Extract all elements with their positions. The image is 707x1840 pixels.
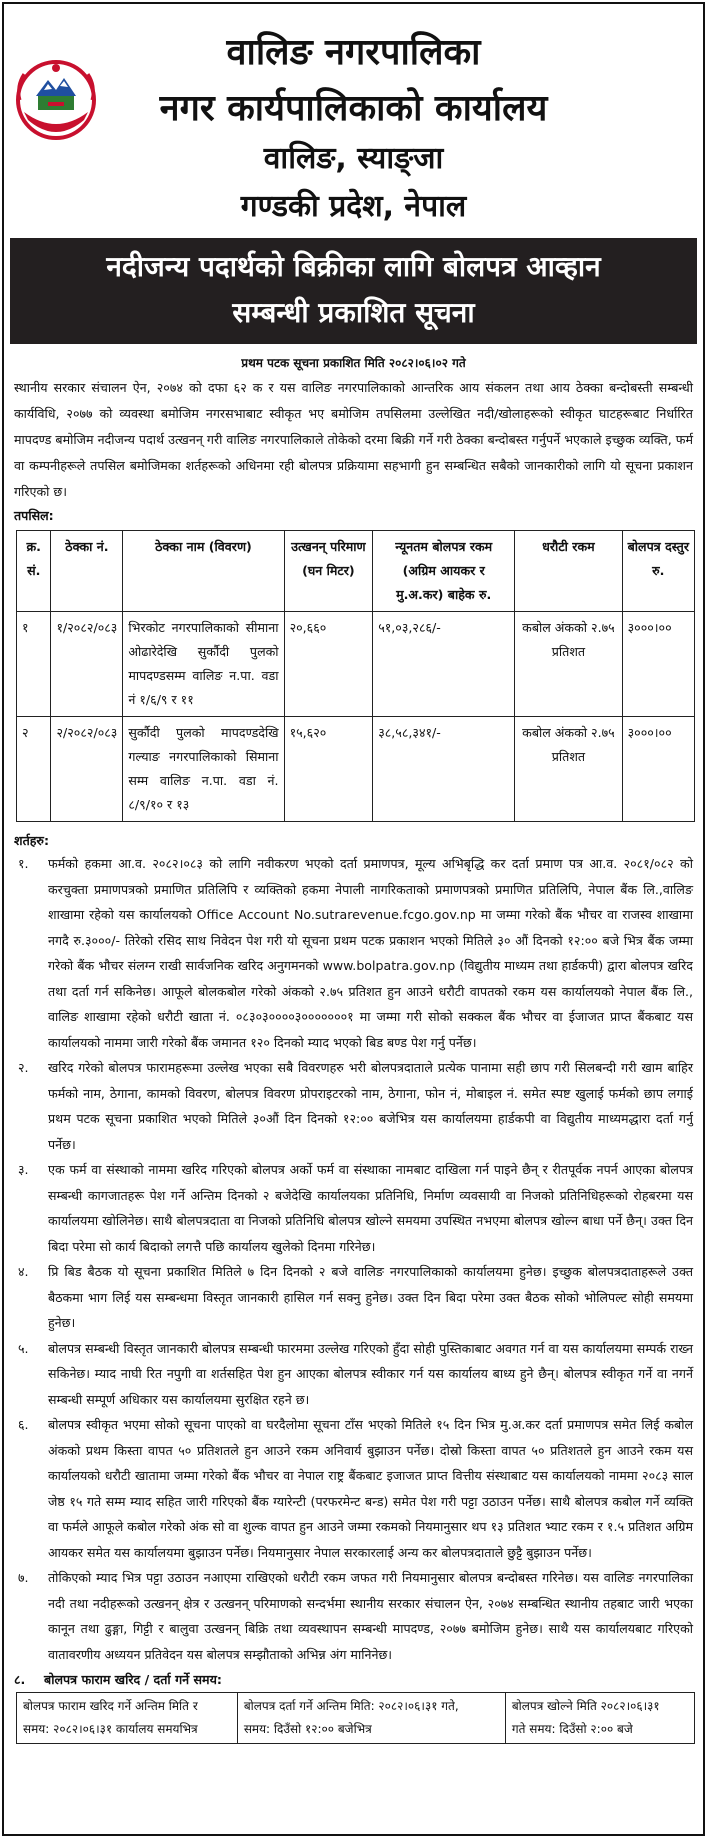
section-8-label: बोलपत्र फाराम खरिद / दर्ता गर्ने समय:: [44, 1672, 222, 1687]
table-row: [17, 1693, 695, 1744]
schedule-purchase: [17, 1693, 238, 1744]
col-deposit: धरौटी रकम: [515, 531, 622, 612]
condition-item: [14, 1055, 693, 1157]
condition-item: [14, 1565, 693, 1667]
cell-sn: १: [17, 612, 51, 717]
condition-text: तोकिएको म्याद भित्र पट्टा उठाउन नआएमा राखिएको धरौटी रकम जफत गरी नियमानुसार बोलपत्र बन्दोबस्त गरिनेछ। यस वालिङ नगरपालिका नदी तथा नदीहरूको उत्खनन् क्षेत्र र उत्खनन् परिमाणको सन्दर्भमा स्थानीय सरकार संचालन ऐन, २०७४ सम्बन्धित स्थानीय तहबाट जारी भएका कानून तथा ढुङ्गा, गिट्टी र बालुवा उत्खनन् बिक्रि तथा व्यवस्थापन सम्बन्धी मापदण्ड, २०७७ बमोजिम हुनेछ। साथै यस कार्यालयबाट गरिएको वातावरणीय अध्ययन प्रतिवेदन यस बोलपत्र सम्झौताको अभिन्न अंग मानिनेछ।: [48, 1570, 693, 1662]
condition-text: एक फर्म वा संस्थाको नाममा खरिद गरिएको बोलपत्र अर्को फर्म वा संस्थाका नामबाट दाखिला गर्न पाइने छैन् र रीतपूर्वक नपर्न आएका बोलपत्र सम्बन्धी कागजातहरू पेश गर्ने अन्तिम दिनको २ बजेदेखि कार्यालयका प्रतिनिधि, निर्माण व्यवसायी वा निजको प्रतिनिधिहरूको रोहबरमा यस कार्यालयमा खोलिनेछ। साथै बोलपत्रदाता वा निजको प्रतिनिधि बोलपत्र खोल्ने समयमा उपस्थित नभएमा बोलपत्र खोल्न बाधा पर्ने छैन्। उक्त दिन बिदा परेमा सो कार्य बिदाको लगत्तै पछि कार्यालय खुलेको दिनमा गरिनेछ।: [48, 1162, 693, 1254]
publication-date: प्रथम पटक सूचना प्रकाशित मिति २०८२।०६।०२ गते: [241, 356, 466, 370]
condition-number: ७.: [18, 1570, 29, 1585]
condition-text: बोलपत्र स्वीकृत भएमा सोको सूचना पाएको वा घरदैलोमा सूचना टाँस भएको मितिले १५ दिन भित्र मु.अ.कर दर्ता प्रमाणपत्र समेत लिई कबोल अंकको प्रथम किस्ता वापत ५० प्रतिशतले हुन आउने रकम अनिवार्य बुझाउन पर्नेछ। दोस्रो किस्ता वापत ५० प्रतिशतले हुन आउने रकम यस कार्यालयको धरौटी खातामा जम्मा गरेको बैंक भौचर वा नेपाल राष्ट्र बैंकबाट इजाजत प्राप्त वित्तीय संस्थाबाट यस कार्यालयको नाममा २०८३ साल जेष्ठ १५ गते सम्म म्याद सहित जारी गरिएको बैंक ग्यारेन्टी (परफरमेन्ट बन्ड) समेत पेश गरी पट्टा उठाउन पर्नेछ। साथै बोलपत्र कबोल गर्ने व्यक्ति वा फर्मले आफूले कबोल गरेको अंक सो वा शुल्क वापत हुन आउने जम्मा रकमको नियमानुसार थप १३ प्रतिशत भ्याट रकम र १.५ प्रतिशत अग्रिम आयकर समेत यस कार्यालयमा बुझाउन पर्नेछ। नियमानुसार नेपाल सरकारलाई अन्य कर बोलपत्रदाताले छुट्टै बुझाउन पर्नेछ।: [48, 1417, 694, 1560]
col-fee: बोलपत्र दस्तुर रु.: [622, 531, 694, 612]
cell-deposit: कबोल अंकको २.७५ प्रतिशत: [515, 612, 622, 717]
cell-sn: २: [17, 717, 51, 822]
cell-fee: ३०००।००: [622, 717, 694, 822]
cell-contract-no: २/२०८२/०८३: [51, 717, 123, 822]
condition-number: ४.: [18, 1264, 29, 1279]
schedule-opening-line1: बोलपत्र खोल्ने मिति २०८२।०६।३१: [511, 1699, 660, 1713]
col-contract-no: ठेक्का नं.: [51, 531, 123, 612]
condition-text: बोलपत्र सम्बन्धी विस्तृत जानकारी बोलपत्र सम्बन्धी फारममा उल्लेख गरिएको हुँदा सोही पुस्तिकाबाट अवगत गर्न वा यस कार्यालयमा सम्पर्क राख्न सकिनेछ। म्याद नाघी रित नपुगी वा शर्तसहित पेश हुन आएका बोलपत्र स्वीकार गर्न यस कार्यालय बाध्य हुने छैन्। बोलपत्र स्वीकृत गर्ने वा नगर्ने सम्बन्धी सम्पूर्ण अधिकार यस कार्यालयमा सुरक्षित रहने छ।: [48, 1340, 693, 1407]
municipality-name: वालिङ नगरपालिका: [226, 32, 481, 73]
office-name: नगर कार्यपालिकाको कार्यालय: [159, 88, 548, 129]
schedule-registration: [237, 1693, 505, 1744]
condition-item: [14, 1336, 693, 1413]
col-quantity: उत्खनन् परिमाण (घन मिटर): [284, 531, 373, 612]
table-row: [17, 717, 695, 822]
cell-quantity: १५,६२०: [284, 717, 373, 822]
cell-min-bid: ३८,५८,३४१/-: [373, 717, 515, 822]
col-sn: क्र. सं.: [17, 531, 51, 612]
cell-contract-name: भिरकोट नगरपालिकाको सीमाना ओढारेदेखि सुर्कौदी पुलको मापदण्डसम्म वालिङ न.पा. वडा नं १/६/९ र ११: [123, 612, 284, 717]
schedule-purchase-line2: समय: २०८२।०६।३१ कार्यालय समयभित्र: [23, 1722, 198, 1736]
condition-text: प्रि बिड बैठक यो सूचना प्रकाशित मितिले ७ दिन दिनको २ बजे वालिङ नगरपालिकाको कार्यालयमा हुनेछ। इच्छुक बोलपत्रदाताहरूले उक्त बैठकमा भाग लिई यस सम्बन्धमा विस्तृत जानकारी हासिल गर्न सक्नु हुनेछ। उक्त दिन बिदा परेमा उक्त बैठक सोको भोलिपल्ट सोही समयमा हुनेछ।: [48, 1264, 693, 1330]
cell-contract-no: १/२०८२/०८३: [51, 612, 123, 717]
condition-number: ३.: [18, 1162, 29, 1177]
col-contract-name: ठेक्का नाम (विवरण): [123, 531, 284, 612]
notice-title-banner: [10, 238, 697, 344]
location: वालिङ, स्याङ्जा: [263, 141, 444, 176]
table-row: [17, 612, 695, 717]
condition-item: [14, 851, 693, 1055]
header: [4, 4, 703, 238]
condition-item: [14, 1157, 693, 1259]
schedule-opening: [505, 1693, 694, 1744]
notice-page: [2, 2, 705, 1836]
banner-line-1: नदीजन्य पदार्थको बिक्रीका लागि बोलपत्र आव्हान: [106, 250, 601, 283]
intro-paragraph: स्थानीय सरकार संचालन ऐन, २०७४ को दफा ६२ क र यस वालिङ नगरपालिकाको आन्तरिक आय संकलन तथा आय ठेक्का बन्दोबस्ती सम्बन्धी कार्यविधि, २०७७ को व्यवस्था बमोजिम नगरसभाबाट स्वीकृत भए बमोजिम तपसिलमा उल्लेखित नदी/खोलाहरूको स्वीकृत घाटहरूबाट निर्धारित मापदण्ड बमोजिम नदीजन्य पदार्थ उत्खनन् गरी वालिङ नगरपालिकाले तोकेको दरमा बिक्री गर्ने गरी ठेक्का बन्दोबस्त गर्नुपर्ने भएकाले इच्छुक व्यक्ति, फर्म वा कम्पनीहरूले तपसिल बमोजिमका शर्तहरूको अधिनमा रही बोलपत्र प्रक्रियामा सहभागी हुन सम्बन्धित सबैको जानकारीको लागि यो सूचना प्रकाशन गरिएको छ।: [14, 380, 693, 499]
condition-text: खरिद गरेको बोलपत्र फारामहरूमा उल्लेख भएका सबै विवरणहरु भरी बोलपत्रदाताले प्रत्येक पानामा सही छाप गरी सिलबन्दी गरी खाम बाहिर फर्मको नाम, ठेगाना, कामको विवरण, बोलपत्र विवरण प्रोपराइटरको नाम, ठेगाना, फोन नं, मोबाइल नं. समेत स्पष्ट खुलाई फर्मको छाप लगाई प्रथम पटक सूचना प्रकाशित भएको मितिले ३०औं दिन दिनको १२:०० बजेभित्र यस कार्यालयमा हार्डकपी वा विद्युतीय माध्यमद्धारा दर्ता गर्नु पर्नेछ।: [48, 1060, 693, 1152]
cell-fee: ३०००।००: [622, 612, 694, 717]
schedule-registration-line2: समय: दिउँसो १२:०० बजेभित्र: [243, 1722, 372, 1736]
condition-item: [14, 1259, 693, 1336]
condition-item: [14, 1412, 693, 1565]
contract-table: [16, 530, 695, 822]
section-8-title: [14, 1671, 693, 1688]
cell-contract-name: सुर्कौदी पुलको मापदण्डदेखि गल्याङ नगरपालिकाको सिमाना सम्म वालिङ न.पा. वडा नं. ८/९/१० र १३: [123, 717, 284, 822]
cell-quantity: २०,६६०: [284, 612, 373, 717]
condition-text: फर्मको हकमा आ.व. २०८२।०८३ को लागि नवीकरण भएको दर्ता प्रमाणपत्र, मूल्य अभिबृद्धि कर दर्ता प्रमाण पत्र आ.व. २०८१/०८२ को करचुक्ता प्रमाणपत्रको प्रमाणित प्रतिलिपि र व्यक्तिको हकमा नेपाली नागरिकताको प्रमाणपत्रको प्रमाणित प्रतिलिपि, नेपाल बैंक लि.,वालिङ शाखामा रहेको यस कार्यालयको Office Account No.sutrarevenue.fcgo.gov.np मा जम्मा गरेको बैंक भौचर वा राजस्व शाखामा नगदै रु.३०००/- तिरेको रसिद साथ निवेदन पेश गरी यो सूचना प्रथम पटक प्रकाशन भएको मितिले ३० औं दिनको १२:०० बजे भित्र बैंक जम्मा गरेको बैंक भौचर संलग्न राखी सार्वजनिक खरिद अनुगमनको www.bolpatra.gov.np (विद्युतीय माध्यम तथा हार्डकपी) द्वारा बोलपत्र खरिद तथा दर्ता गर्न सकिनेछ। आफूले बोलकबोल गरेको अंकको २.७५ प्रतिशत हुन आउने धरौटी वापतको रकम यस कार्यालयको नेपाल बैंक लि., वालिङ शाखामा रहेको धरौटी खाता नं. ०८३०३००००३०००००००१ मा जम्मा गरी सोको सक्कल बैंक भौचर वा ईजाजत प्राप्त बैंकबाट यस कार्यालयको नाममा जारी गरेको बैंक जमानत १२० दिनको म्याद भएको बिड बण्ड पेश गर्नु पर्नेछ।: [48, 856, 693, 1050]
schedule-opening-line2: गते समय: दिउँसो २:०० बजे: [511, 1722, 633, 1736]
cell-deposit: कबोल अंकको २.७५ प्रतिशत: [515, 717, 622, 822]
condition-number: ५.: [18, 1340, 29, 1356]
schedule-table: [16, 1692, 695, 1744]
banner-line-2: सम्बन्धी प्रकाशित सूचना: [232, 296, 475, 329]
conditions-title: शर्तहरु:: [14, 833, 49, 848]
col-min-bid: न्यूनतम बोलपत्र रकम (अग्रिम आयकर र मु.अ.कर) बाहेक रु.: [373, 531, 515, 612]
section-8-number: ८.: [14, 1672, 26, 1687]
schedule-registration-line1: बोलपत्र दर्ता गर्ने अन्तिम मिति: २०८२।०६।३१ गते,: [243, 1699, 459, 1713]
table-header-row: [17, 531, 695, 612]
province: गण्डकी प्रदेश, नेपाल: [240, 189, 467, 224]
details-label: तपसिल:: [14, 508, 54, 523]
cell-min-bid: ५१,०३,२८६/-: [373, 612, 515, 717]
condition-number: ६.: [18, 1417, 29, 1432]
schedule-purchase-line1: बोलपत्र फाराम खरिद गर्ने अन्तिम मिति र: [23, 1699, 198, 1713]
condition-number: २.: [18, 1060, 29, 1075]
condition-number: १.: [18, 856, 29, 871]
